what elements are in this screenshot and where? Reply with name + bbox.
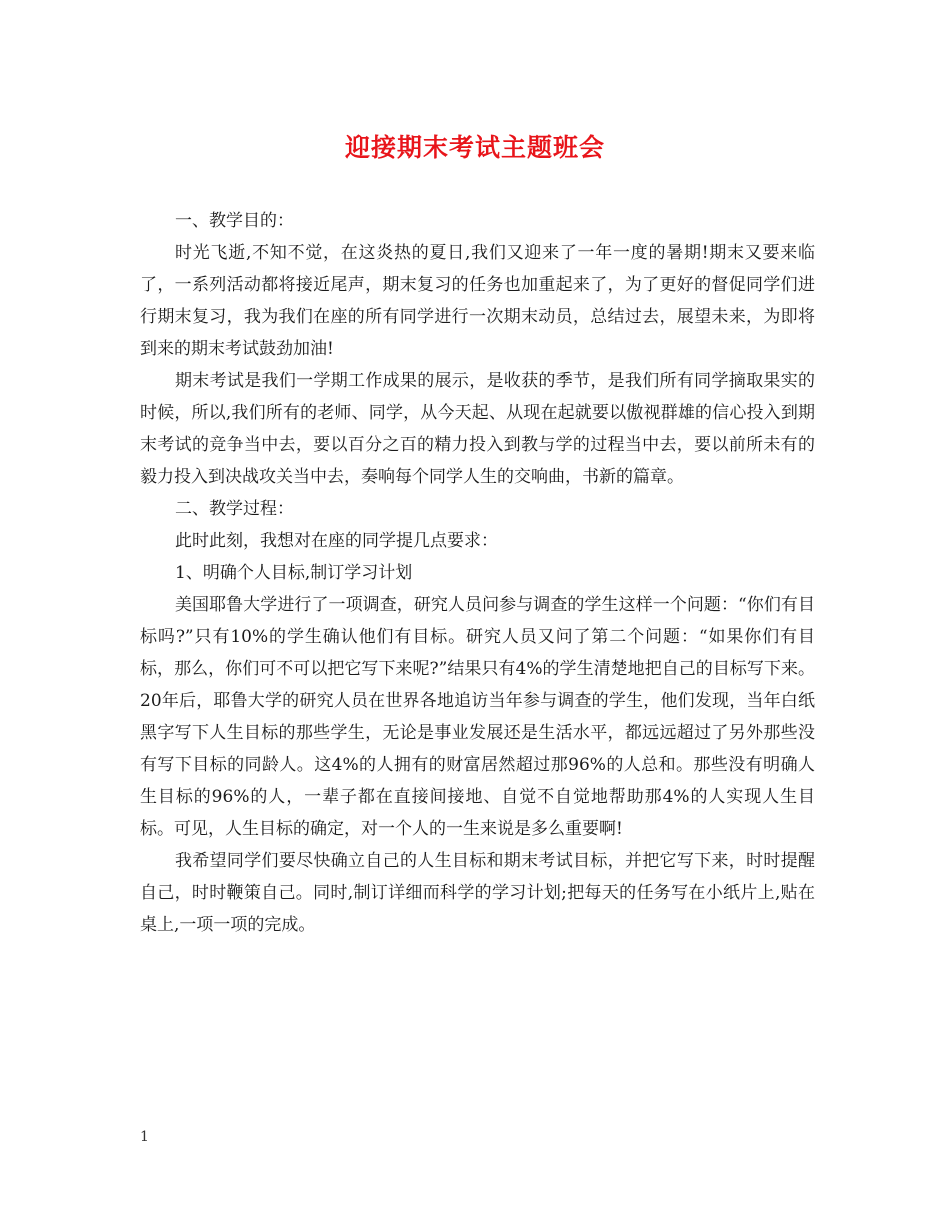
section-heading-objectives: 一、教学目的： (175, 211, 294, 231)
document-title: 迎接期末考试主题班会 (344, 133, 605, 162)
subheading-goals: 1、明确个人目标,制订学习计划 (175, 563, 413, 583)
document-body (140, 205, 815, 941)
page-number: 1 (140, 1129, 149, 1145)
paragraph-requirements-intro: 此时此刻，我想对在座的同学提几点要求： (175, 531, 498, 551)
paragraph-intro: 时光飞逝,不知不觉，在这炎热的夏日,我们又迎来了一年一度的暑期!期末又要来临了，一系列活动都将接近尾声，期末复习的任务也加重起来了，为了更好的督促同学们进行期末复习，我为我们在座的所有同学进行一次期末动员，总结过去，展望未来，为即将到来的期末考试鼓劲加油! (140, 243, 815, 359)
paragraph-yale-study: 美国耶鲁大学进行了一项调查，研究人员问参与调查的学生这样一个问题：“你们有目标吗?”只有10%的学生确认他们有目标。研究人员又问了第二个问题：“如果你们有目标，那么，你们可不可以把它写下来呢?”结果只有4%的学生清楚地把自己的目标写下来。20年后，耶鲁大学的研究人员在世界各地追访当年参与调查的学生，他们发现，当年白纸黑字写下人生目标的那些学生，无论是事业发展还是生活水平，都远远超过了另外那些没有写下目标的同龄人。这4%的人拥有的财富居然超过那96%的人总和。那些没有明确人生目标的96%的人，一辈子都在直接间接地、自觉不自觉地帮助那4%的人实现人生目标。可见，人生目标的确定，对一个人的一生来说是多么重要啊! (140, 595, 815, 839)
paragraph-goal-setting: 我希望同学们要尽快确立自己的人生目标和期末考试目标，并把它写下来，时时提醒自己，时时鞭策自己。同时,制订详细而科学的学习计划;把每天的任务写在小纸片上,贴在桌上,一项一项的完成。 (140, 851, 815, 935)
paragraph-exam-significance: 期末考试是我们一学期工作成果的展示，是收获的季节，是我们所有同学摘取果实的时候，所以,我们所有的老师、同学，从今天起、从现在起就要以傲视群雄的信心投入到期末考试的竞争当中去，要以百分之百的精力投入到教与学的过程当中去，要以前所未有的毅力投入到决战攻关当中去，奏响每个同学人生的交响曲，书新的篇章。 (140, 371, 815, 487)
section-heading-process: 二、教学过程： (175, 499, 294, 519)
